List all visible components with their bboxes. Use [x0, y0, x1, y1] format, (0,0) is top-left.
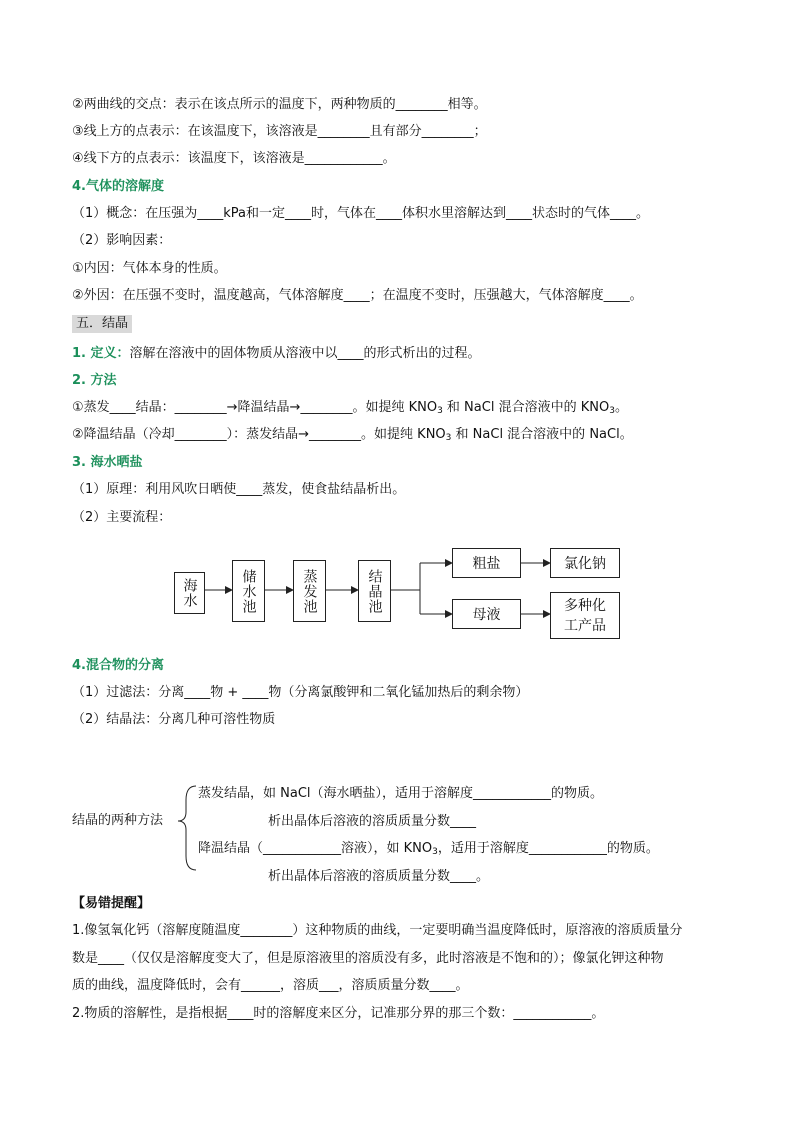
- heading-sea-salt: 3. 海水晒盐: [72, 455, 143, 470]
- flow-label-chemical-products-2: 工产品: [564, 617, 606, 634]
- flow-label-storage-pool: 储水池: [240, 568, 257, 614]
- method1-sub: 3: [437, 406, 443, 416]
- text-line-intersection: ②两曲线的交点：表示在该点所示的温度下，两种物质的________相等。: [72, 97, 487, 112]
- flow-label-sodium-chloride: 氯化钠: [564, 556, 606, 572]
- text-gas-factors: （2）影响因素：: [72, 233, 172, 248]
- text-filtration: （1）过滤法：分离____物 + ____物（分离氯酸钾和二氧化锰加热后的剩余物）: [72, 685, 529, 700]
- definition-text: 溶解在溶液中的固体物质从溶液中以____的形式析出的过程。: [129, 346, 481, 361]
- cooling-post: ，适用于溶解度____________的物质。: [437, 841, 659, 856]
- cooling-sub: 3: [432, 847, 438, 857]
- section-title: 五．结晶: [72, 315, 132, 333]
- heading-mixture-separation: 4.混合物的分离: [72, 658, 164, 673]
- text-tip-2: 数是____（仅仅是溶解度变大了，但是原溶液里的溶质没有多，此时溶液是不饱和的）；像氯化钾这种物: [72, 951, 664, 966]
- text-tip-3: 质的曲线，温度降低时，会有______，溶质___，溶质质量分数____。: [72, 978, 469, 993]
- heading-method: 2. 方法: [72, 373, 117, 388]
- method1-post: 和 NaCl 混合溶液中的 KNO: [442, 400, 610, 415]
- method2-post: 和 NaCl 混合溶液中的 NaCl。: [451, 427, 633, 442]
- text-crystallization-method: （2）结晶法：分离几种可溶性物质: [72, 712, 276, 727]
- flow-label-mother-liquor: 母液: [472, 607, 501, 623]
- text-cooling-mass-fraction: 析出晶体后溶液的溶质质量分数____。: [268, 869, 490, 884]
- heading-error-reminder: 【易错提醒】: [72, 896, 151, 911]
- text-sea-flow: （2）主要流程：: [72, 510, 172, 525]
- method1-end: 。: [614, 400, 628, 415]
- flow-label-crude-salt: 粗盐: [472, 556, 501, 572]
- flow-label-chemical-products-1: 多种化: [564, 597, 606, 614]
- text-sea-principle: （1）原理：利用风吹日晒使____蒸发，使食盐结晶析出。: [72, 482, 406, 497]
- method1-pre: ①蒸发____结晶：________→降温结晶→________。如提纯 KNO: [72, 400, 438, 415]
- text-evaporative-mass-fraction: 析出晶体后溶液的溶质质量分数____: [268, 814, 477, 829]
- text-tip-1: 1.像氢氧化钙（溶解度随温度________）这种物质的曲线，一定要明确当温度降低时，原溶液的溶质质量分: [72, 923, 683, 938]
- flow-label-seawater: 海水: [181, 578, 198, 608]
- text-gas-internal: ①内因：气体本身的性质。: [72, 261, 227, 276]
- text-gas-concept: （1）概念：在压强为____kPa和一定____时，气体在____体积水里溶解达到____状态时的气体____。: [72, 206, 650, 221]
- heading-definition: 1. 定义：: [72, 346, 130, 361]
- method2-pre: ②降温结晶（冷却________）：蒸发结晶→________。如提纯 KNO: [72, 427, 446, 442]
- text-gas-external: ②外因：在压强不变时，温度越高，气体溶解度____；在温度不变时，压强越大，气体溶解度____。: [72, 288, 643, 303]
- text-line-below-curve: ④线下方的点表示：该温度下，该溶液是____________。: [72, 151, 396, 166]
- label-two-methods: 结晶的两种方法: [72, 813, 164, 828]
- text-line-above-curve: ③线上方的点表示：在该温度下，该溶液是________且有部分________；: [72, 124, 487, 139]
- text-cooling-crystallization: [198, 840, 659, 861]
- text-tip-4: 2.物质的溶解性，是指根据____时的溶解度来区分，记准那分界的那三个数：____________。: [72, 1006, 605, 1021]
- heading-gas-solubility: 4.气体的溶解度: [72, 179, 164, 194]
- method2-sub: 3: [445, 433, 452, 443]
- cooling-pre: 降温结晶（____________溶液），如 KNO: [198, 841, 433, 856]
- flow-label-evaporation-pool: 蒸发池: [301, 568, 318, 614]
- text-evaporative-crystallization: 蒸发结晶，如 NaCl（海水晒盐），适用于溶解度____________的物质。: [198, 786, 604, 801]
- method1-sub2: 3: [609, 406, 615, 416]
- flow-label-crystallization-pool: 结晶池: [366, 568, 383, 614]
